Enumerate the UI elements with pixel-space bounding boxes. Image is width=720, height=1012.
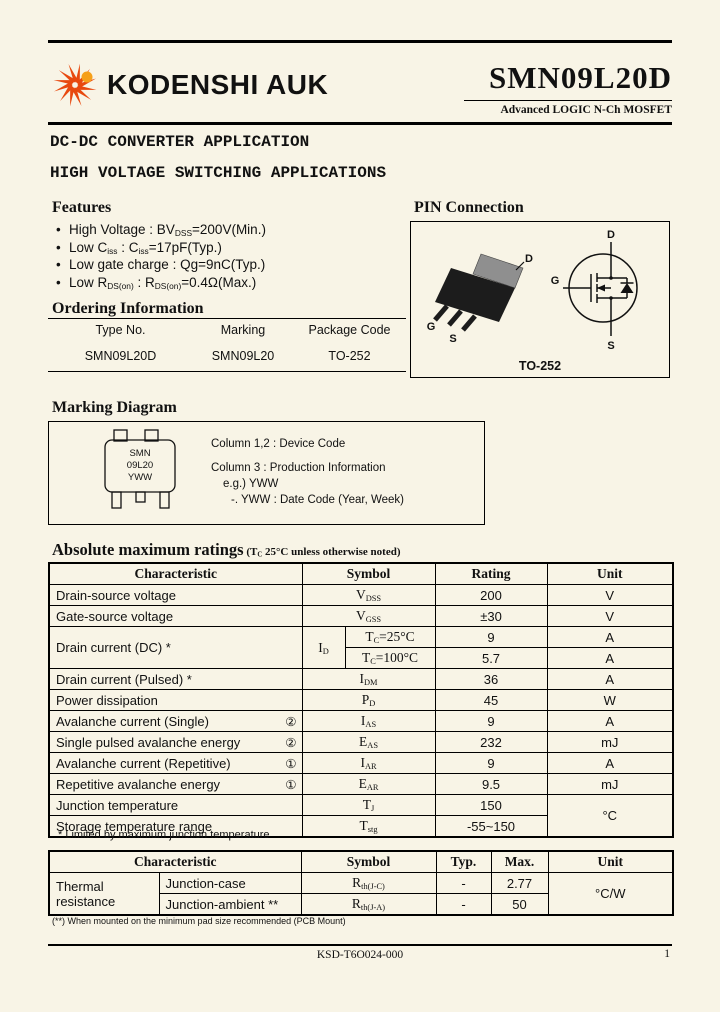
brand-logo xyxy=(52,62,328,108)
cell-unit: °C/W xyxy=(548,873,673,916)
cell-unit: A xyxy=(547,648,673,669)
col-unit: Unit xyxy=(548,851,673,873)
cell-unit: mJ xyxy=(547,732,673,753)
cell-condition: $T_C=25^\circ C$ xyxy=(345,627,435,648)
kodenshi-logo-icon xyxy=(52,62,98,108)
cell-unit: V xyxy=(547,585,673,606)
cell-rating: 45 xyxy=(435,690,547,711)
cell-characteristic: Gate-source voltage xyxy=(49,606,302,627)
cell-symbol: $I_D$ xyxy=(302,627,345,669)
sym-pin-label-d: D xyxy=(607,229,615,241)
cell-rating: 200 xyxy=(435,585,547,606)
features-heading: Features xyxy=(52,199,112,216)
characteristic-text: Single pulsed avalanche energy xyxy=(56,734,241,750)
cell-characteristic: Storage temperature range xyxy=(49,816,302,838)
sym-pin-label-g: G xyxy=(550,275,560,287)
marking-package-drawing xyxy=(95,427,187,519)
absolute-maximum-ratings-table xyxy=(48,562,674,838)
cell-unit: A xyxy=(547,669,673,690)
col-max: Max. xyxy=(491,851,548,873)
cell-unit: mJ xyxy=(547,774,673,795)
marking-diagram-box xyxy=(48,421,485,525)
abs-max-heading-text: Absolute maximum ratings xyxy=(52,540,244,559)
thermal-footnote: (**) When mounted on the minimum pad size recommended (PCB Mount) xyxy=(52,916,346,926)
cell-max: 50 xyxy=(491,894,548,916)
abs-max-footnote: * Limited by maximum junction temperature xyxy=(58,829,270,841)
application-title-2: HIGH VOLTAGE SWITCHING APPLICATIONS xyxy=(50,164,387,182)
marking-heading: Marking Diagram xyxy=(52,399,177,416)
feature-item: • Low $R_{DS(on)}$ : $R_{DS(on)}=0.4\Omega(Max.)$ xyxy=(56,274,266,292)
cell-max: 2.77 xyxy=(491,873,548,894)
top-rule xyxy=(48,40,672,43)
cell-unit: W xyxy=(547,690,673,711)
row-eas xyxy=(49,732,673,753)
cell-rating: 9.5 xyxy=(435,774,547,795)
cell-symbol: $R_{th(J-A)}$ xyxy=(301,894,436,916)
col-characteristic: Characteristic xyxy=(49,851,301,873)
feature-item: • Low gate charge : Qg=9nC(Typ.) xyxy=(56,256,266,274)
abs-max-heading-note: ($T_C$ 25°C unless otherwise noted) xyxy=(243,546,401,559)
note-ref: ① xyxy=(285,755,297,771)
cell-symbol: $V_{GSS}$ xyxy=(302,606,435,627)
row-id-25c xyxy=(49,627,673,648)
ordering-col-package: Package Code xyxy=(308,323,391,337)
characteristic-text: Avalanche current (Repetitive) xyxy=(56,755,231,771)
cell-symbol: $I_{DM}$ xyxy=(302,669,435,690)
ordering-table xyxy=(48,318,406,372)
cell-symbol: $E_{AR}$ xyxy=(302,774,435,795)
marking-line-3: YWW xyxy=(127,472,153,483)
cell-characteristic: Power dissipation xyxy=(49,690,302,711)
ordering-col-type: Type No. xyxy=(95,323,146,337)
cell-characteristic: Drain current (DC) * xyxy=(49,627,302,669)
feature-item: • High Voltage : $BV_{DSS}=200V(Min.)$ xyxy=(56,221,266,239)
cell-symbol: $I_{AR}$ xyxy=(302,753,435,774)
ordering-type-no: SMN09L20D xyxy=(84,349,157,363)
pkg-pin-label-g: G xyxy=(426,321,436,333)
characteristic-text: Repetitive avalanche energy xyxy=(56,776,221,792)
ordering-marking: SMN09L20 xyxy=(211,349,275,363)
row-rth-jc xyxy=(49,873,673,894)
pin-connection-box xyxy=(410,221,670,378)
cell-typ: - xyxy=(436,894,491,916)
characteristic-text: Avalanche current (Single) xyxy=(56,713,209,729)
cell-characteristic xyxy=(49,711,302,732)
footer-page-number: 1 xyxy=(664,948,670,960)
row-iar xyxy=(49,753,673,774)
part-subtitle: Advanced LOGIC N-Ch MOSFET xyxy=(464,100,672,116)
part-number: SMN09L20D xyxy=(489,60,672,95)
col-typ: Typ. xyxy=(436,851,491,873)
cell-rating: 5.7 xyxy=(435,648,547,669)
cell-typ: - xyxy=(436,873,491,894)
row-ear xyxy=(49,774,673,795)
ordering-header-row xyxy=(48,323,406,337)
cell-characteristic: Drain-source voltage xyxy=(49,585,302,606)
row-vdss xyxy=(49,585,673,606)
brand-name: KODENSHI AUK xyxy=(107,69,329,100)
cell-symbol: $T_J$ xyxy=(302,795,435,816)
header-rule xyxy=(48,122,672,125)
pkg-pin-label-d: D xyxy=(525,253,533,265)
marking-legend xyxy=(211,436,404,508)
cell-rating: 9 xyxy=(435,753,547,774)
col-characteristic: Characteristic xyxy=(49,563,302,585)
cell-group-label: Thermal resistance xyxy=(49,873,159,916)
to252-package-drawing xyxy=(423,246,543,346)
cell-rating: 36 xyxy=(435,669,547,690)
cell-unit: A xyxy=(547,753,673,774)
col-rating: Rating xyxy=(435,563,547,585)
abs-max-heading xyxy=(52,540,401,560)
cell-symbol: $E_{AS}$ xyxy=(302,732,435,753)
cell-symbol: $T_{stg}$ xyxy=(302,816,435,838)
sym-pin-label-s: S xyxy=(607,340,615,352)
cell-rating: 9 xyxy=(435,627,547,648)
ordering-heading: Ordering Information xyxy=(52,300,204,317)
col-symbol: Symbol xyxy=(301,851,436,873)
cell-characteristic xyxy=(49,753,302,774)
thermal-header-row xyxy=(49,851,673,873)
cell-condition: $T_C=100^\circ C$ xyxy=(345,648,435,669)
row-pd xyxy=(49,690,673,711)
row-idm xyxy=(49,669,673,690)
marking-legend-line: e.g.) YWW xyxy=(223,478,279,490)
cell-symbol: $P_D$ xyxy=(302,690,435,711)
pin-connection-heading: PIN Connection xyxy=(414,199,524,216)
marking-line-1: SMN xyxy=(129,448,151,459)
marking-legend-line: Column 1,2 : Device Code xyxy=(211,438,346,450)
cell-unit: °C xyxy=(547,795,673,838)
cell-characteristic xyxy=(49,774,302,795)
col-unit: Unit xyxy=(547,563,673,585)
cell-unit: A xyxy=(547,711,673,732)
row-tj xyxy=(49,795,673,816)
cell-characteristic xyxy=(49,732,302,753)
cell-sub-characteristic: Junction-case xyxy=(159,873,301,894)
cell-symbol: $I_{AS}$ xyxy=(302,711,435,732)
col-symbol: Symbol xyxy=(302,563,435,585)
marking-legend-line: -. YWW : Date Code (Year, Week) xyxy=(231,494,404,506)
mosfet-symbol xyxy=(549,228,661,352)
note-ref: ② xyxy=(285,713,297,729)
application-title-1: DC-DC CONVERTER APPLICATION xyxy=(50,133,310,151)
package-name-caption: TO-252 xyxy=(518,359,562,373)
footer-doc-number: KSD-T6O024-000 xyxy=(316,949,404,961)
cell-symbol: $R_{th(J-C)}$ xyxy=(301,873,436,894)
note-ref: ② xyxy=(285,734,297,750)
row-ias xyxy=(49,711,673,732)
ordering-col-marking: Marking xyxy=(220,323,266,337)
ordering-data-row xyxy=(48,349,406,363)
cell-characteristic: Junction temperature xyxy=(49,795,302,816)
cell-characteristic: Drain current (Pulsed) * xyxy=(49,669,302,690)
cell-unit: A xyxy=(547,627,673,648)
row-vgss xyxy=(49,606,673,627)
cell-rating: -55~150 xyxy=(435,816,547,838)
thermal-resistance-table xyxy=(48,850,674,916)
footer-rule xyxy=(48,944,672,946)
cell-unit: V xyxy=(547,606,673,627)
cell-rating: ±30 xyxy=(435,606,547,627)
cell-rating: 9 xyxy=(435,711,547,732)
cell-sub-characteristic: Junction-ambient ** xyxy=(159,894,301,916)
note-ref: ① xyxy=(285,776,297,792)
features-list xyxy=(56,221,266,291)
abs-header-row xyxy=(49,563,673,585)
feature-item: • Low $C_{iss}$ : $C_{iss}=17pF(Typ.)$ xyxy=(56,239,266,257)
marking-line-2: 09L20 xyxy=(126,460,154,471)
cell-rating: 150 xyxy=(435,795,547,816)
marking-legend-line: Column 3 : Production Information xyxy=(211,462,386,474)
cell-rating: 232 xyxy=(435,732,547,753)
pkg-pin-label-s: S xyxy=(449,333,457,345)
ordering-package-code: TO-252 xyxy=(328,349,371,363)
cell-symbol: $V_{DSS}$ xyxy=(302,585,435,606)
